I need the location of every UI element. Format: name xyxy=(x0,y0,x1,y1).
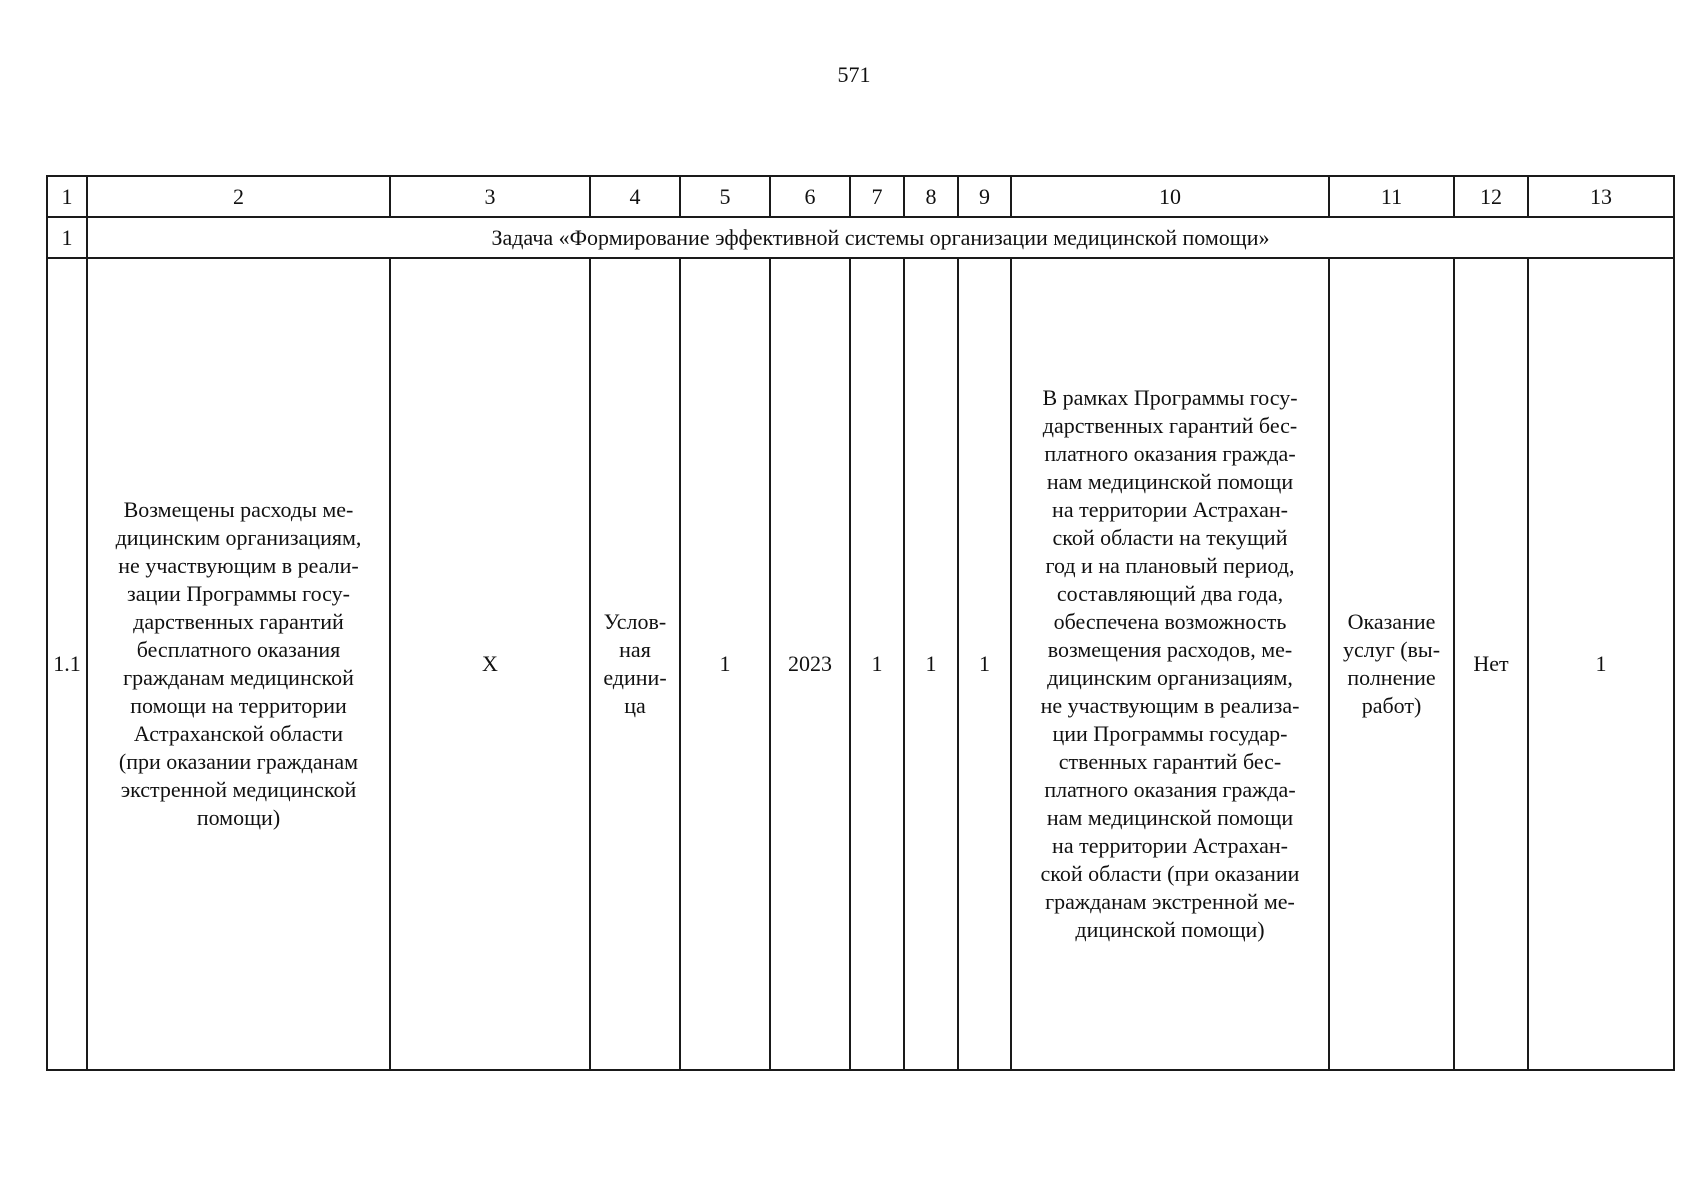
column-header: 6 xyxy=(770,176,850,217)
column-header: 10 xyxy=(1011,176,1329,217)
column-header: 12 xyxy=(1454,176,1528,217)
page-number: 571 xyxy=(837,62,871,87)
column-header: 3 xyxy=(390,176,590,217)
table-row xyxy=(47,258,1674,1070)
column-header: 1 xyxy=(47,176,87,217)
column-header: 7 xyxy=(850,176,904,217)
unit-cell: Услов- ная едини- ца xyxy=(590,258,680,1070)
column-number-row xyxy=(47,176,1674,217)
cell-col-5: 1 xyxy=(680,258,770,1070)
cell-col-7: 1 xyxy=(850,258,904,1070)
type-cell: Оказание услуг (вы- полнение работ) xyxy=(1329,258,1454,1070)
row-number-cell: 1.1 xyxy=(47,258,87,1070)
column-header: 11 xyxy=(1329,176,1454,217)
indicators-table xyxy=(46,175,1675,1071)
column-header: 8 xyxy=(904,176,958,217)
cell-col-8: 1 xyxy=(904,258,958,1070)
task-row xyxy=(47,217,1674,258)
task-title: Задача «Формирование эффективной системы организации медицинской помощи» xyxy=(87,217,1674,258)
task-number: 1 xyxy=(47,217,87,258)
characteristic-cell: В рамках Программы госу- дарственных гарантий бес- платного оказания гражда- нам медицинской помощи на территории Астрахан- ской области на текущий год и на плановый период, составляющий два года, обеспечена возможность возмещения расходов, ме- дицинским организациям, не участвующим в реализа- ции Программы государ- ственных гарантий бес- платного оказания гражда- нам медицинской помощи на территории Астрахан- ской области (при оказании гражданам экстренной ме- дицинской помощи) xyxy=(1011,258,1329,1070)
column-header: 4 xyxy=(590,176,680,217)
cell-col-13: 1 xyxy=(1528,258,1674,1070)
column-header: 13 xyxy=(1528,176,1674,217)
result-description-cell: Возмещены расходы ме- дицинским организациям, не участвующим в реали- зации Программы госу- дарственных гарантий бесплатного оказания гражданам медицинской помощи на территории Астраханской области (при оказании гражданам экстренной медицинской помощи) xyxy=(87,258,390,1070)
cell-col-3: X xyxy=(390,258,590,1070)
year-cell: 2023 xyxy=(770,258,850,1070)
cell-col-12: Нет xyxy=(1454,258,1528,1070)
column-header: 9 xyxy=(958,176,1011,217)
column-header: 5 xyxy=(680,176,770,217)
cell-col-9: 1 xyxy=(958,258,1011,1070)
column-header: 2 xyxy=(87,176,390,217)
